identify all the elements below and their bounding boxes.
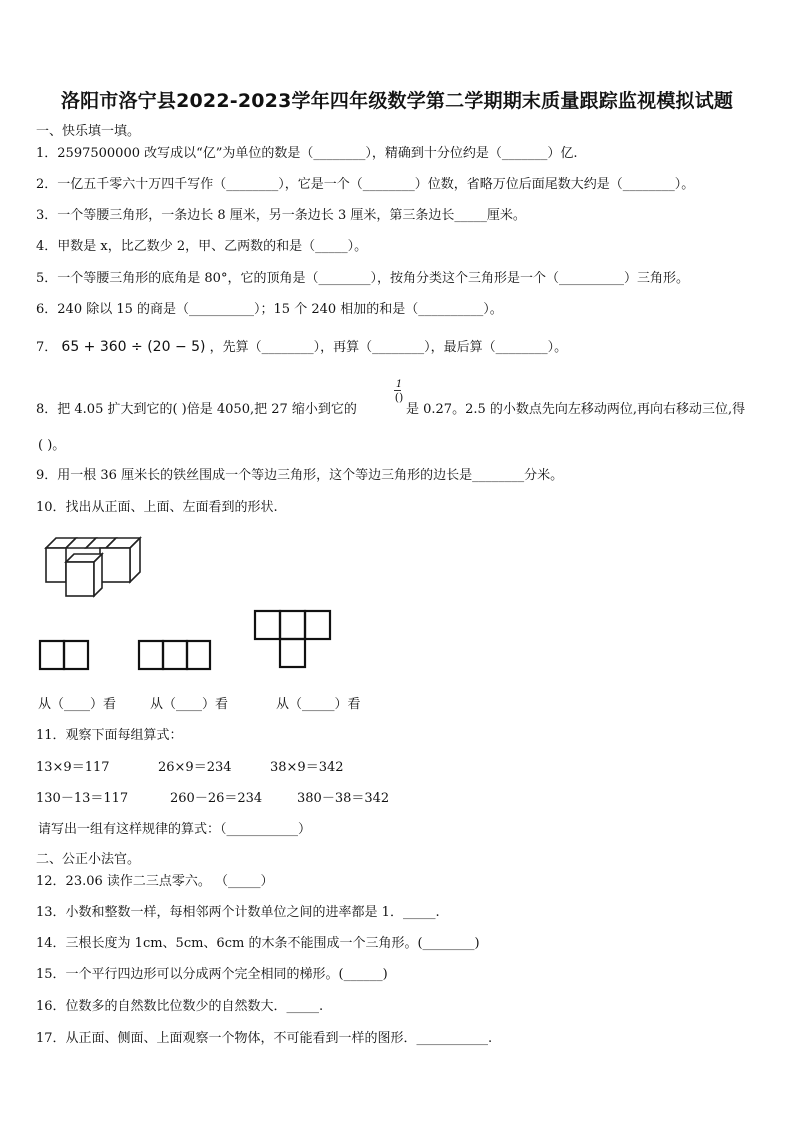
- question-5: 5．一个等腰三角形的底角是 80°，它的顶角是（________），按角分类这个三角形是一个（__________）三角形。: [36, 271, 689, 286]
- fraction: [394, 379, 404, 404]
- question-6: 6．240 除以 15 的商是（__________）；15 个 240 相加的和是（__________）。: [36, 302, 503, 317]
- question-8-part1: 8．把 4.05 扩大到它的( )倍是 4050,把 27 缩小到它的: [36, 402, 357, 417]
- equation-2: 26×9＝234: [158, 760, 232, 775]
- view-answer-1: 从（____）看: [38, 697, 117, 712]
- question-10: 10．找出从正面、上面、左面看到的形状.: [36, 500, 278, 515]
- question-7-expression: 65 + 360 ÷ (20 − 5): [61, 339, 206, 355]
- view-answer-3: 从（_____）看: [276, 697, 361, 712]
- equation-1: 13×9＝117: [36, 760, 110, 775]
- view-answer-2: 从（____）看: [150, 697, 229, 712]
- question-11: 11．观察下面每组算式：: [36, 728, 183, 743]
- fraction-numerator: 1: [395, 379, 403, 390]
- view-shape-3: [255, 611, 330, 667]
- question-12: 12．23.06 读作二三点零六。 （_____）: [36, 874, 274, 889]
- question-1: 1．2597500000 改写成以“亿”为单位的数是（________），精确到十分位约是（_______）亿.: [36, 146, 578, 161]
- equation-3: 38×9＝342: [270, 760, 344, 775]
- question-7: [36, 338, 567, 357]
- section-heading-fill: 一、快乐填一填。: [36, 124, 141, 139]
- question-17: 17．从正面、侧面、上面观察一个物体，不可能看到一样的图形．___________.: [36, 1031, 493, 1046]
- fraction-denominator: (): [394, 391, 404, 404]
- question-8-line2: ( )。: [38, 438, 66, 453]
- question-14: 14．三根长度为 1cm、5cm、6cm 的木条不能围成一个三角形。(________): [36, 936, 480, 951]
- question-7-text: ，先算（________），再算（________），最后算（________）。: [209, 340, 568, 355]
- view-shape-1: [40, 641, 88, 669]
- equation-6: 380－38＝342: [297, 791, 390, 806]
- equation-5: 260－26＝234: [170, 791, 263, 806]
- question-2: 2．一亿五千零六十万四千写作（________），它是一个（________）位数，省略万位后面尾数大约是（________）。: [36, 177, 695, 192]
- question-11-prompt: 请写出一组有这样规律的算式：（___________）: [38, 822, 312, 837]
- question-9: 9．用一根 36 厘米长的铁丝围成一个等边三角形，这个等边三角形的边长是________分米。: [36, 468, 564, 483]
- question-15: 15．一个平行四边形可以分成两个完全相同的梯形。(______): [36, 967, 388, 982]
- question-8-part2: 是 0.27。2.5 的小数点先向左移动两位,再向右移动三位,得: [406, 402, 746, 417]
- equation-4: 130－13＝117: [36, 791, 129, 806]
- view-shape-2: [139, 641, 210, 669]
- section-heading-judge: 二、公正小法官。: [36, 852, 141, 867]
- question-16: 16．位数多的自然数比位数少的自然数大．_____.: [36, 999, 324, 1014]
- page-title: 洛阳市洛宁县2022-2023学年四年级数学第二学期期末质量跟踪监视模拟试题: [60, 90, 734, 112]
- cube-stack-figure: [46, 538, 140, 596]
- question-3: 3．一个等腰三角形，一条边长 8 厘米，另一条边长 3 厘米，第三条边长_____厘米。: [36, 208, 526, 223]
- question-4: 4．甲数是 x，比乙数少 2，甲、乙两数的和是（_____）。: [36, 239, 368, 254]
- question-7-number: 7．: [36, 340, 58, 355]
- question-13: 13．小数和整数一样，每相邻两个计数单位之间的进率都是 1．_____.: [36, 905, 440, 920]
